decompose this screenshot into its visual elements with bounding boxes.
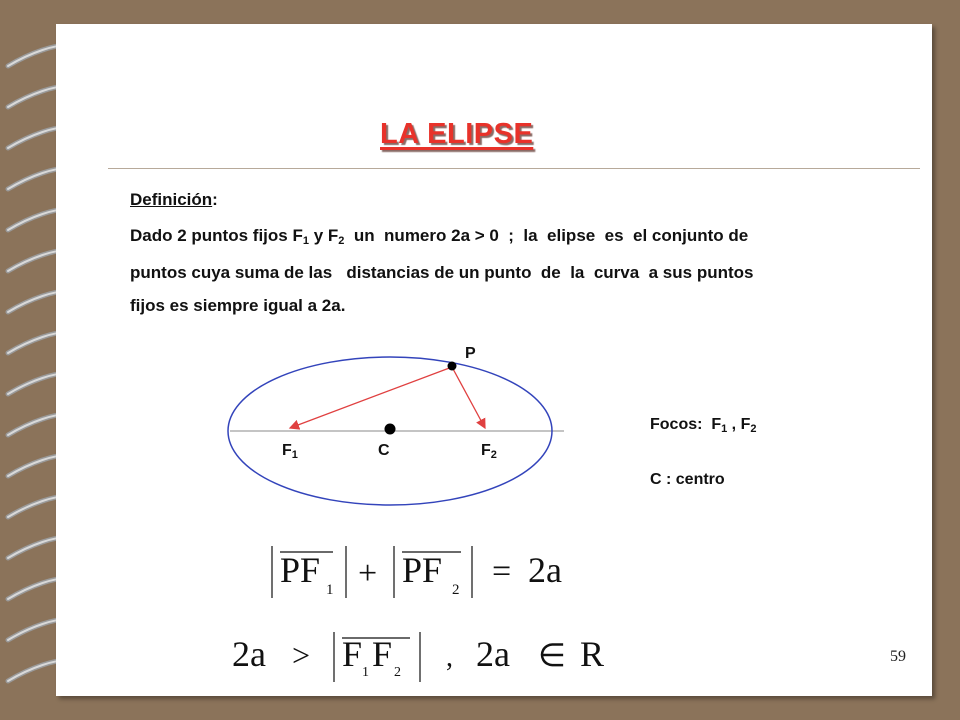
ellipse-diagram — [200, 340, 600, 520]
segment-p-f1 — [290, 367, 452, 428]
eq2-sub1: 1 — [362, 665, 369, 680]
line1-part-a: Dado 2 puntos fijos F — [130, 226, 303, 245]
point-p-dot — [448, 362, 457, 371]
line1-sub-2: 2 — [338, 235, 345, 247]
eq1-pf1: PF — [280, 550, 321, 590]
focus2-label: F2 — [481, 442, 497, 461]
line1-part-c: un numero 2a > 0 ; la elipse es el conjunto de — [344, 226, 749, 245]
eq1-sub1: 1 — [326, 582, 334, 598]
page-title: LA ELIPSE — [380, 118, 534, 150]
definition-line-3: fijos es siempre igual a 2a. — [130, 296, 346, 315]
equation-sum-distances — [258, 540, 598, 604]
definition-colon: : — [212, 190, 218, 209]
equation-inequality — [232, 628, 612, 688]
focus1-label: F1 — [282, 442, 298, 461]
line1-sub-1: 1 — [302, 235, 309, 247]
eq1-plus: + — [358, 555, 378, 592]
eq2-sub2: 2 — [394, 665, 401, 680]
center-dot — [385, 424, 396, 435]
segment-p-f2 — [452, 367, 485, 428]
title-divider — [108, 168, 920, 169]
eq2-lhs: 2a — [232, 634, 266, 674]
focos-sub-1: 1 — [721, 423, 728, 435]
eq2-gt: > — [292, 637, 311, 673]
focos-text-a: Focos: F — [650, 416, 722, 433]
definition-label-text: Definición — [130, 190, 213, 209]
eq1-equals: = — [492, 553, 512, 590]
focos-legend — [650, 416, 756, 435]
definition-line-1 — [130, 226, 748, 247]
eq1-pf2: PF — [402, 550, 443, 590]
definition-label — [130, 190, 218, 210]
focos-text-b: , F — [727, 416, 751, 433]
eq2-f2: F — [372, 634, 393, 674]
definition-line-2: puntos cuya suma de las distancias de un punto de la curva a sus puntos — [130, 263, 754, 282]
eq2-real-set: R — [580, 634, 605, 674]
page-number: 59 — [890, 648, 906, 665]
eq2-comma: , — [446, 642, 453, 673]
eq1-sub2: 2 — [452, 582, 460, 598]
eq2-element-of: ∈ — [538, 637, 566, 673]
center-label: C — [378, 442, 390, 459]
eq1-rhs: 2a — [528, 550, 562, 590]
eq2-2a: 2a — [476, 634, 510, 674]
eq2-f1: F — [342, 634, 363, 674]
point-p-label: P — [465, 345, 476, 362]
centro-legend: C : centro — [650, 471, 725, 488]
line1-part-b: y F — [308, 226, 339, 245]
focos-sub-2: 2 — [750, 423, 757, 435]
